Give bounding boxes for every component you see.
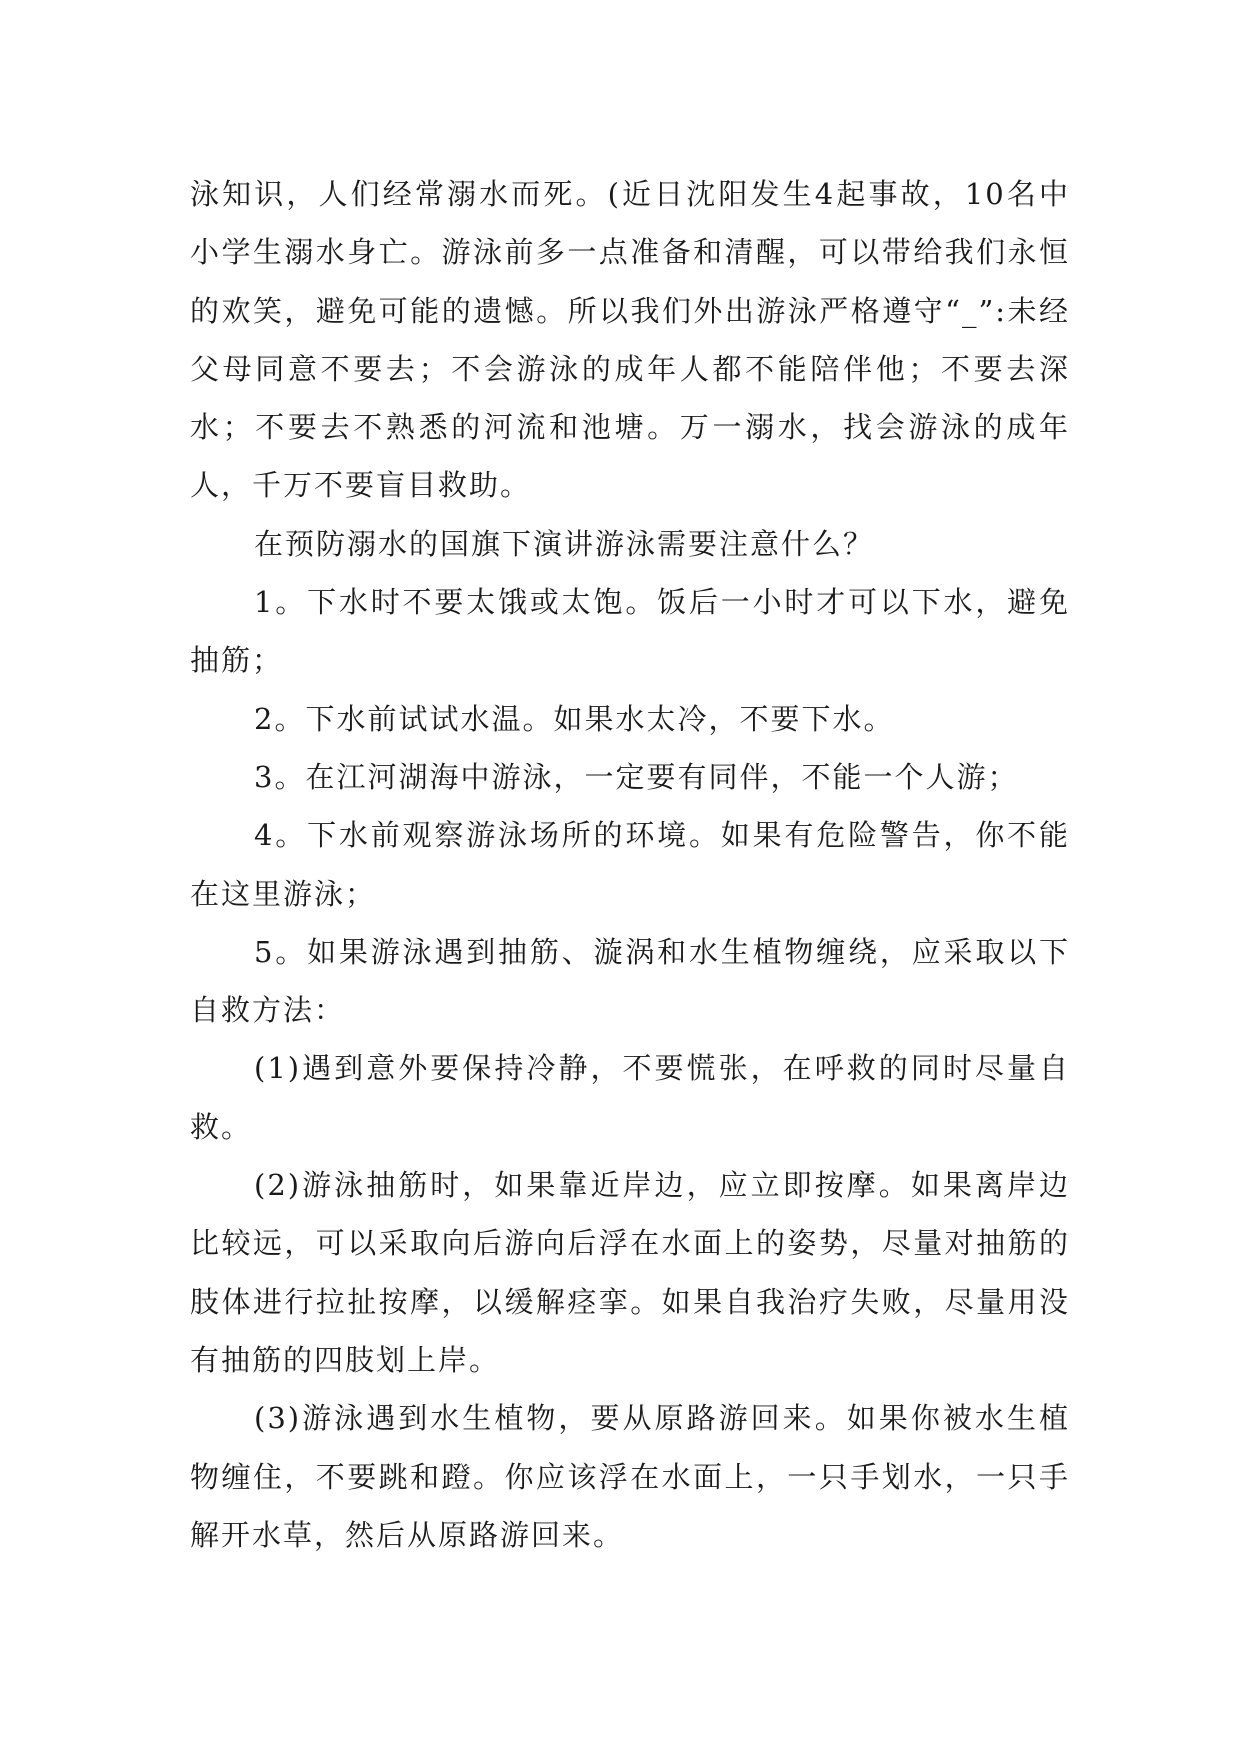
paragraph-subitem-1: (1)遇到意外要保持冷静，不要慌张，在呼救的同时尽量自救。 — [190, 1051, 1070, 1144]
paragraph-continued-swimming-safety: 泳知识，人们经常溺水而死。(近日沈阳发生4起事故，10名中小学生溺水身亡。游泳前多一点准备和清醒，可以带给我们永恒的欢笑，避免可能的遗憾。所以我们外出游泳严格遵守“_”:未经父母同意不要去；不会游泳的成年人都不能陪伴他；不要去深水；不要去不熟悉的河流和池塘。万一溺水，找会游泳的成年人，千万不要盲目救助。 — [190, 177, 1070, 503]
paragraph-item-2: 2。下水前试试水温。如果水太冷，不要下水。 — [254, 701, 895, 736]
paragraph-item-1: 1。下水时不要太饿或太饱。饭后一小时才可以下水，避免抽筋； — [190, 585, 1070, 678]
paragraph-question-heading: 在预防溺水的国旗下演讲游泳需要注意什么？ — [254, 526, 875, 561]
paragraph-item-5: 5。如果游泳遇到抽筋、漩涡和水生植物缠绕，应采取以下自救方法： — [190, 934, 1070, 1028]
document-body — [190, 165, 1070, 1564]
paragraph-subitem-2: (2)游泳抽筋时，如果靠近岸边，应立即按摩。如果离岸边比较远，可以采取向后游向后浮在水面上的姿势，尽量对抽筋的肢体进行拉扯按摩，以缓解痉挛。如果自我治疗失败，尽量用没有抽筋的四肢划上岸。 — [190, 1168, 1070, 1377]
paragraph-item-3: 3。在江河湖海中游泳，一定要有同伴，不能一个人游； — [254, 759, 1019, 794]
paragraph-item-4: 4。下水前观察游泳场所的环境。如果有危险警告，你不能在这里游泳； — [190, 818, 1070, 911]
paragraph-subitem-3: (3)游泳遇到水生植物，要从原路游回来。如果你被水生植物缠住，不要跳和蹬。你应该浮在水面上，一只手划水，一只手解开水草，然后从原路游回来。 — [190, 1401, 1070, 1552]
